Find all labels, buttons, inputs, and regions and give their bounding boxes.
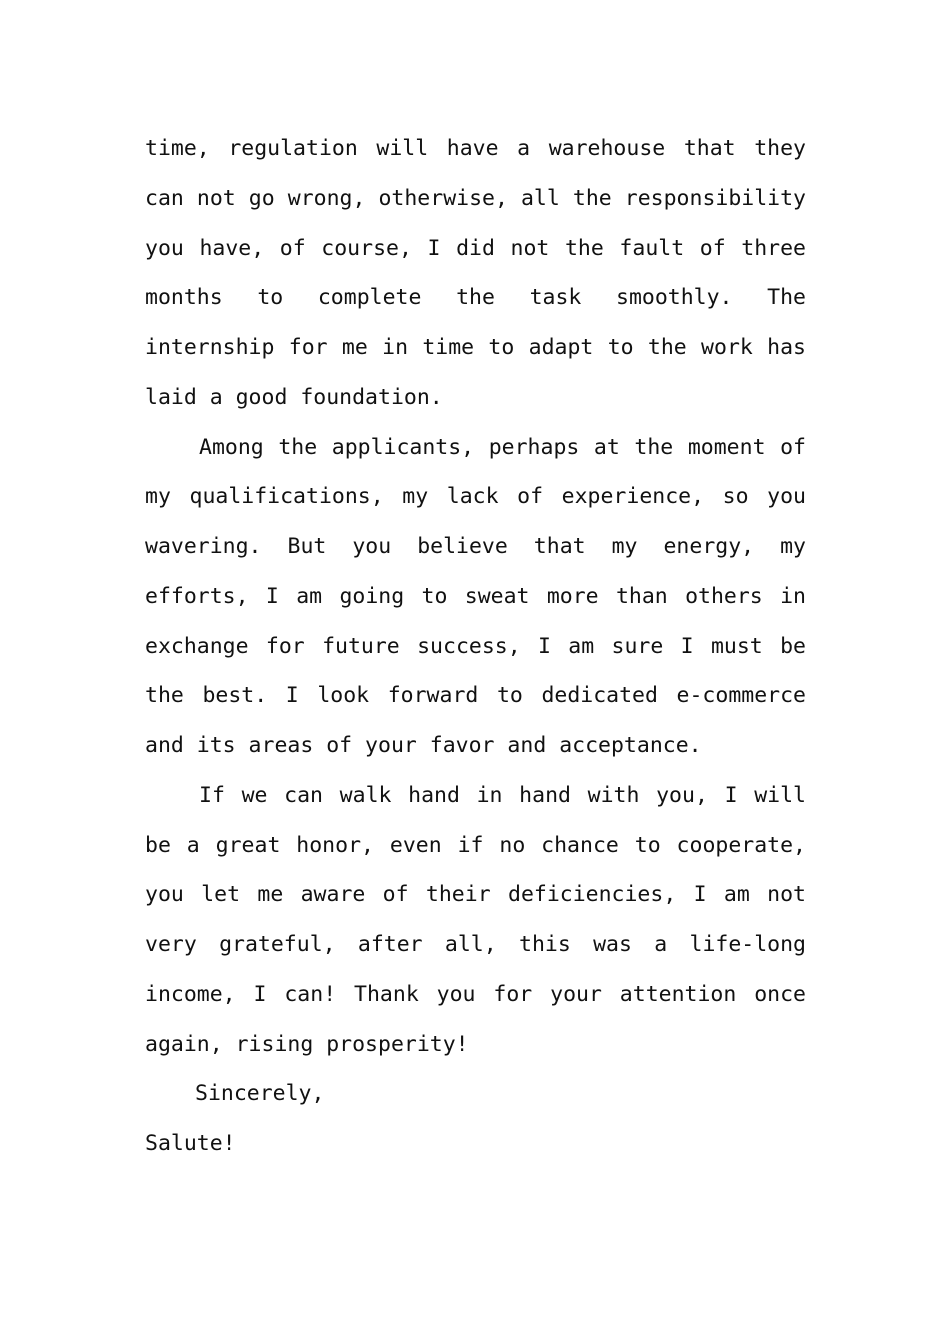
salutation: Salute! bbox=[145, 1131, 236, 1156]
closing-sincerely: Sincerely, bbox=[195, 1081, 325, 1107]
paragraph-applicants: Among the applicants, perhaps at the moment of my qualifications, my lack of experience, so you wavering. But you believe that my energy, my efforts, I am going to sweat more than others in exchange for future success, I am sure I must be the best. I look forward to dedicated e-commerce and its areas of your favor and acceptance. bbox=[145, 434, 806, 758]
paragraph-cooperation: If we can walk hand in hand with you, I will be a great honor, even if no chance to cooperate, you let me aware of their deficiencies, I am not very grateful, after all, this was a life-long income, I can! Thank you for your attention once again, rising prosperity! bbox=[145, 782, 806, 1057]
paragraph-continuation: time, regulation will have a warehouse that they can not go wrong, otherwise, all the responsibility you have, of course, I did not the fault of three months to complete the task smoothly. The internship for me in time to adapt to the work has laid a good foundation. bbox=[145, 136, 806, 410]
letter-body bbox=[145, 124, 806, 1169]
